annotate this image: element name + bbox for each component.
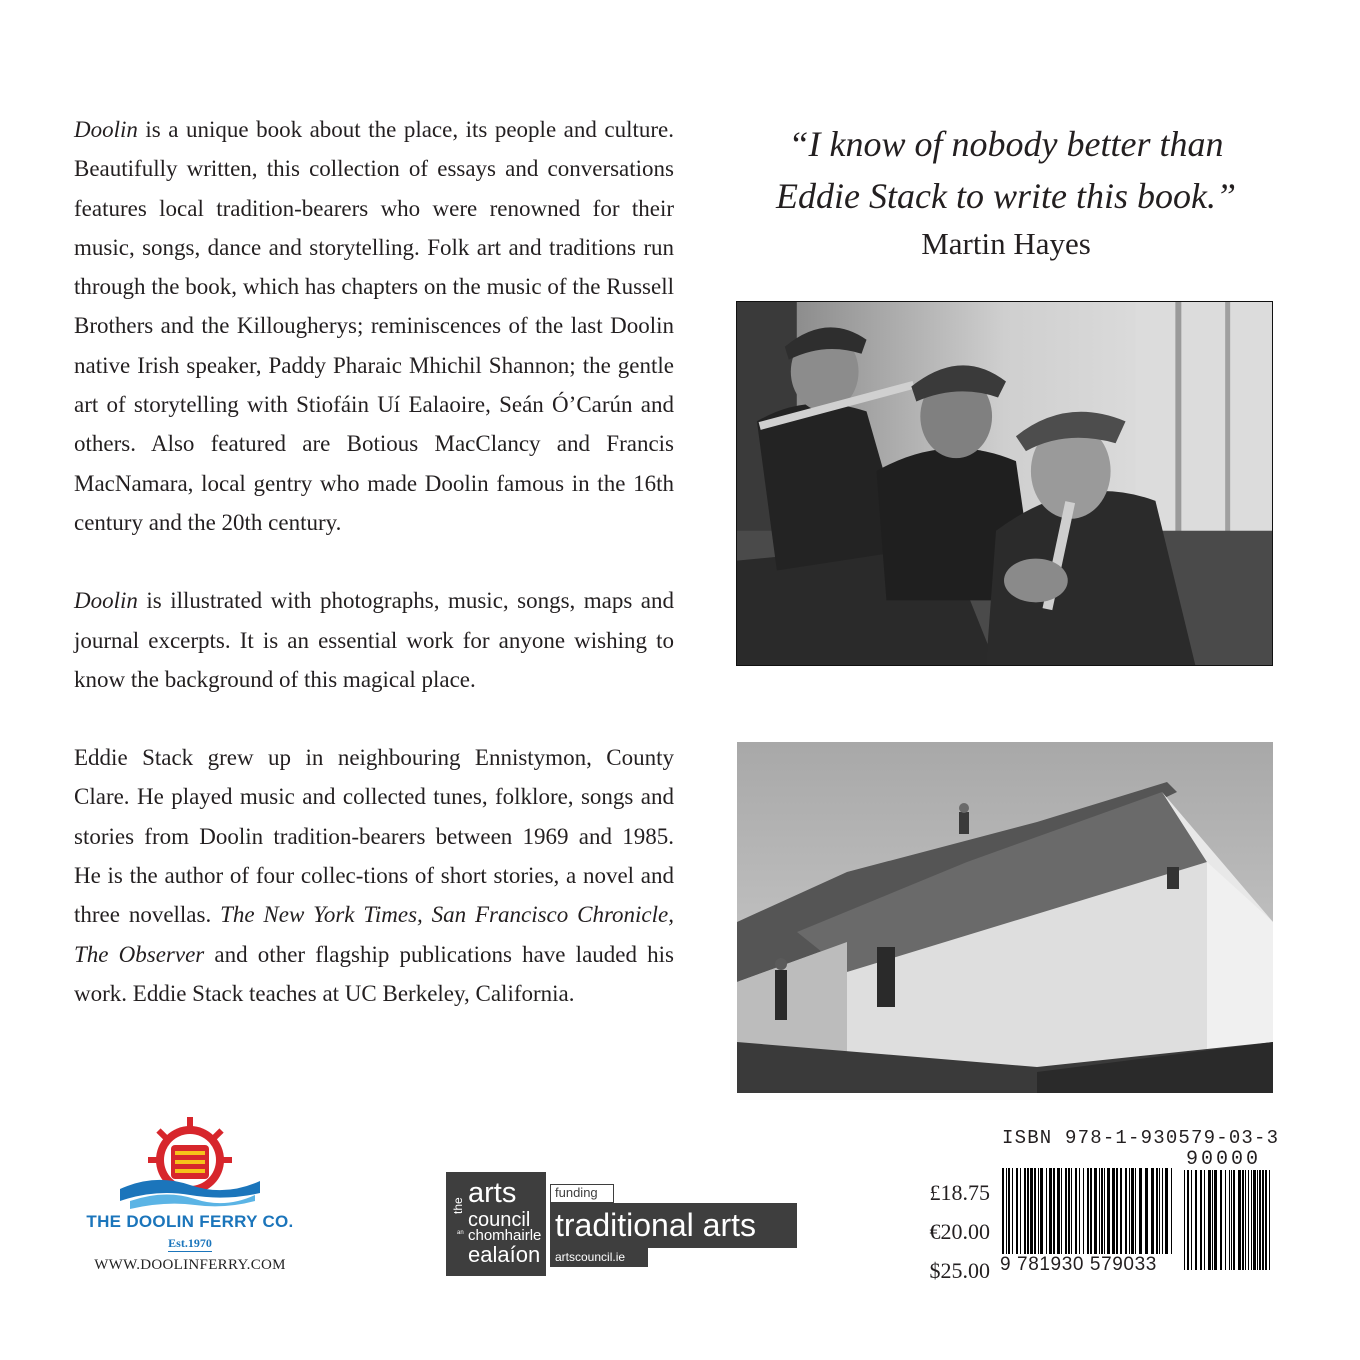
barcode-addon-number: 90000 xyxy=(1186,1148,1262,1171)
ships-wheel-icon xyxy=(115,1115,265,1215)
arts-logo-council: council xyxy=(468,1209,531,1231)
arts-logo-chomhairle: chomhairle xyxy=(468,1227,542,1244)
ferry-company-name: THE DOOLIN FERRY CO. xyxy=(86,1212,294,1231)
blurb-paragraph-1: Doolin is a unique book about the place, its people and culture. Beautifully written, this collection of essays and conversations features local tradition-bearers who were renowned for their music, songs, dance and storytelling. Folk art and traditions run through the book, which has chapters on the music of the Russell Brothers and the Killougherys; reminiscences of the last Doolin native Irish speaker, Paddy Pharaic Mhichil Shannon; the gentle art of storytelling with Stiofáin Uí Ealaoire, Seán Ó’Carún and others. Also featured are Botious MacClancy and Francis MacNamara, local gentry who made Doolin famous in the 16th century and the 20th century. xyxy=(74,117,674,535)
blurb-paragraph-2: Doolin is illustrated with photographs, music, songs, maps and journal excerpts. It is an essential work for anyone wishing to know the background of this magical place. xyxy=(74,588,674,692)
price-eur: €20.00 xyxy=(929,1219,990,1244)
funding-label: funding xyxy=(550,1184,614,1203)
arts-logo-ealaion: ealaíon xyxy=(468,1242,541,1267)
price-list xyxy=(890,1173,990,1290)
traditional-arts-label: traditional arts xyxy=(550,1203,797,1248)
musicians-photo xyxy=(736,301,1273,666)
quote-author: Martin Hayes xyxy=(921,226,1091,261)
arts-logo-an: an xyxy=(457,1230,464,1236)
price-usd: $25.00 xyxy=(929,1258,990,1283)
thatched-cottage-photo xyxy=(737,742,1273,1093)
barcode-digits: 9 781930 579033 xyxy=(1000,1254,1175,1276)
endorsement-quote xyxy=(736,118,1276,264)
blurb-paragraph-3: Eddie Stack grew up in neighbouring Ennistymon, County Clare. He played music and collected tunes, folklore, songs and stories from Doolin tradition-bearers between 1969 and 1985. He is the author of four collec-tions of short stories, a novel and three novellas. The New York Times, San Francisco Chronicle, The Observer and other flagship publications have lauded his work. Eddie Stack teaches at UC Berkeley, California. xyxy=(74,745,674,1006)
ferry-established: Est.1970 xyxy=(168,1236,212,1250)
doolin-ferry-logo xyxy=(70,1115,310,1275)
arts-logo-the: the xyxy=(451,1197,465,1214)
quote-line-2: Eddie Stack to write this book.” xyxy=(776,176,1236,216)
back-cover-blurb xyxy=(74,110,674,1013)
quote-line-1: “I know of nobody better than xyxy=(788,124,1224,164)
isbn-number: ISBN 978-1-930579-03-3 xyxy=(1002,1127,1280,1149)
price-gbp: £18.75 xyxy=(929,1180,990,1205)
arts-council-logo xyxy=(446,1172,546,1276)
arts-council-url: artscouncil.ie xyxy=(550,1248,648,1267)
ferry-website: WWW.DOOLINFERRY.COM xyxy=(94,1257,286,1273)
arts-logo-arts: arts xyxy=(468,1177,517,1209)
